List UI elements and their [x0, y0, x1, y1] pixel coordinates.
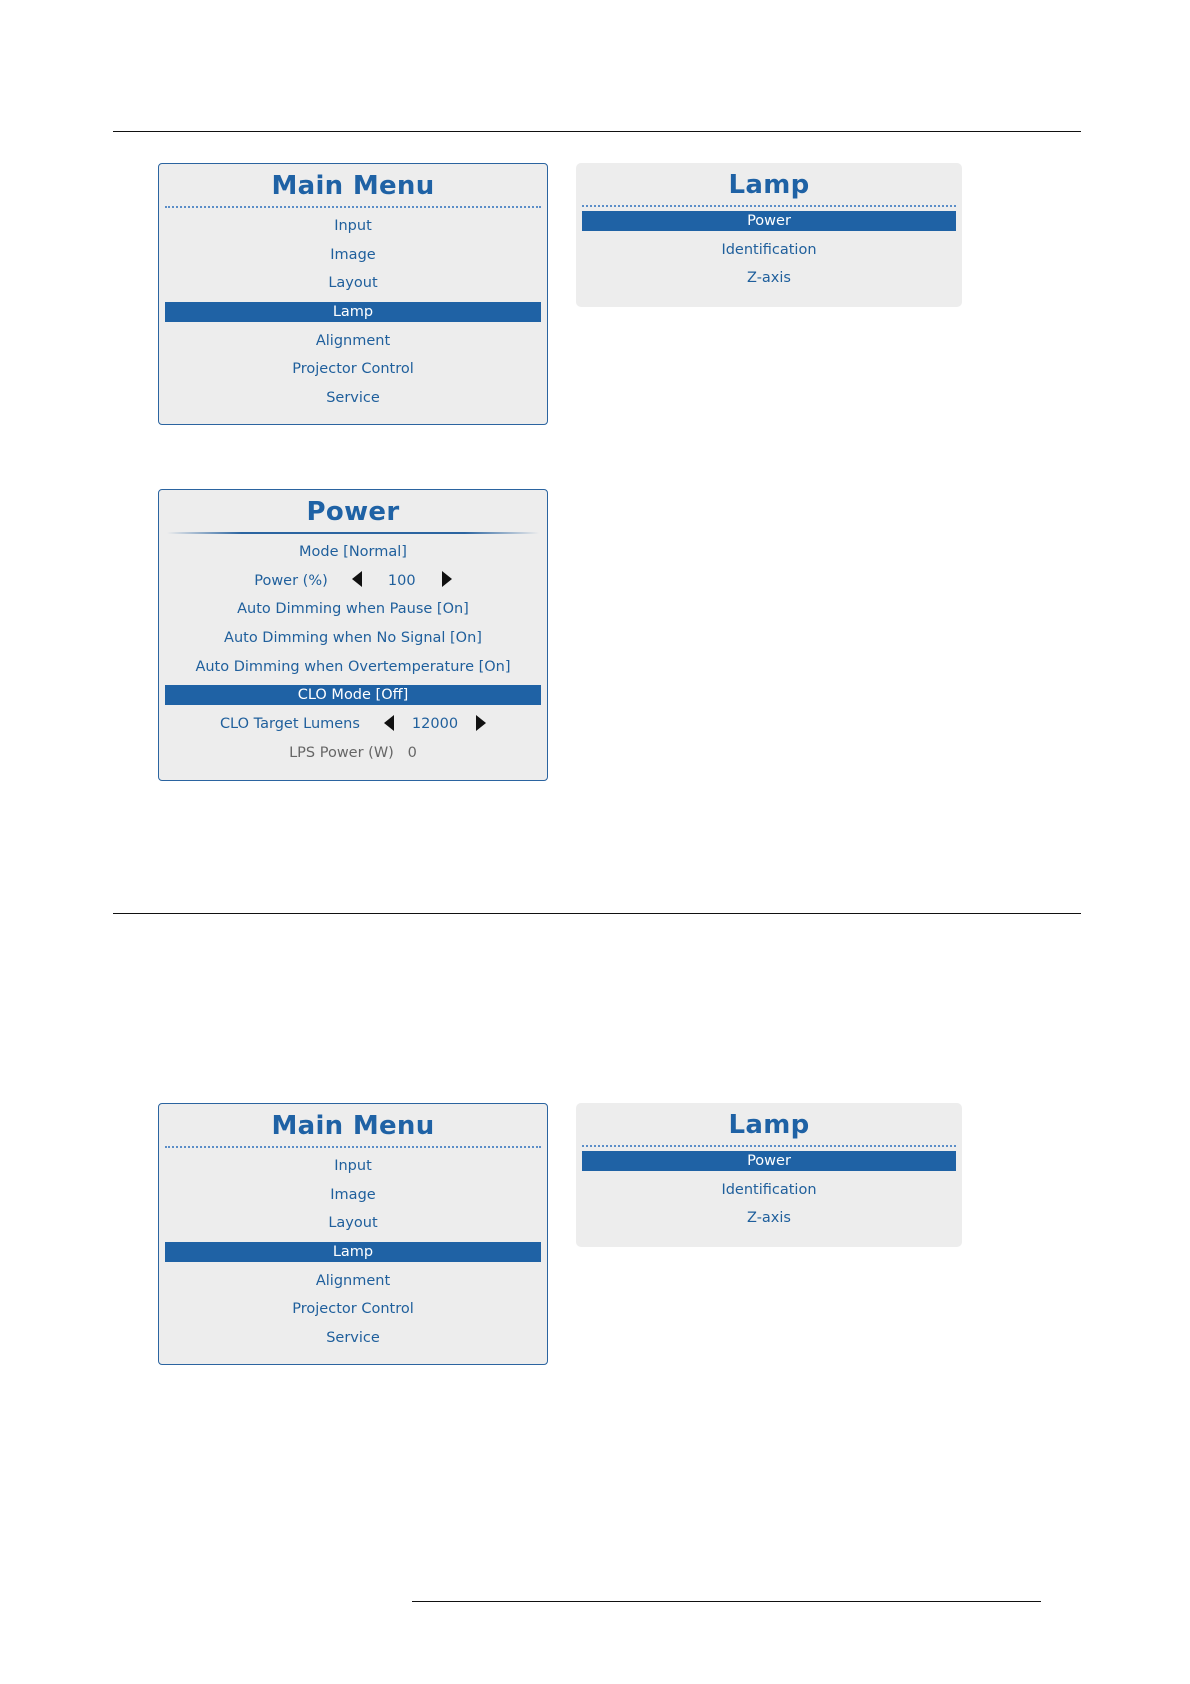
menu-item-image[interactable]: Image: [330, 246, 376, 263]
menu-item-alignment[interactable]: Alignment: [315, 1272, 391, 1289]
menu-item-z-axis[interactable]: Z-axis: [747, 1210, 791, 1227]
clo-target-value: 12000: [411, 716, 459, 733]
menu-item-power-percent[interactable]: [165, 567, 541, 596]
menu-item-power[interactable]: Power: [582, 211, 956, 231]
menu-item-dimming-overtemperature[interactable]: Auto Dimming when Overtemperature [On]: [195, 658, 511, 675]
lps-power-value: 0: [407, 744, 417, 761]
menu-item-lamp[interactable]: Lamp: [165, 1242, 541, 1262]
top-divider: [113, 131, 1081, 132]
power-percent-label: Power (%): [254, 572, 328, 589]
section-divider: [113, 913, 1081, 914]
menu-item-lamp[interactable]: Lamp: [165, 302, 541, 322]
menu-item-input[interactable]: Input: [334, 1158, 372, 1174]
menu-item-dimming-no-signal[interactable]: Auto Dimming when No Signal [On]: [224, 630, 482, 647]
menu-item-input[interactable]: Input: [334, 218, 372, 234]
title-separator: [165, 206, 541, 208]
menu-item-z-axis[interactable]: Z-axis: [747, 270, 791, 287]
menu-item-projector-control[interactable]: Projector Control: [292, 361, 414, 378]
arrow-right-icon[interactable]: [442, 571, 452, 587]
footer-rule: [412, 1601, 1041, 1602]
title-separator: [167, 532, 539, 534]
clo-target-label: CLO Target Lumens: [219, 716, 360, 733]
menu-item-identification[interactable]: Identification: [721, 1181, 817, 1198]
lamp-menu-panel: [576, 163, 962, 307]
menu-item-identification[interactable]: Identification: [721, 241, 817, 258]
lps-power-label: LPS Power (W): [289, 744, 394, 761]
menu-item-service[interactable]: Service: [326, 1330, 380, 1347]
panel-title: Main Menu: [271, 171, 435, 201]
menu-item-layout[interactable]: Layout: [328, 1215, 378, 1232]
menu-item-power[interactable]: Power: [582, 1151, 956, 1171]
panel-title: Power: [306, 497, 400, 527]
menu-item-dimming-pause[interactable]: Auto Dimming when Pause [On]: [237, 601, 469, 618]
menu-item-clo-mode[interactable]: CLO Mode [Off]: [165, 685, 541, 705]
main-menu-panel: [158, 1103, 548, 1365]
menu-item-image[interactable]: Image: [330, 1186, 376, 1203]
menu-item-service[interactable]: Service: [326, 390, 380, 407]
power-percent-value: 100: [387, 572, 416, 589]
menu-item-alignment[interactable]: Alignment: [315, 332, 391, 349]
title-separator: [582, 205, 956, 207]
menu-item-clo-target-lumens[interactable]: [165, 710, 541, 739]
menu-item-mode[interactable]: Mode [Normal]: [299, 544, 407, 560]
panel-title: Lamp: [728, 1110, 810, 1140]
menu-item-lps-power: [165, 739, 541, 768]
arrow-left-icon[interactable]: [384, 715, 394, 731]
lamp-menu-panel: [576, 1103, 962, 1247]
menu-item-layout[interactable]: Layout: [328, 275, 378, 292]
main-menu-panel: [158, 163, 548, 425]
title-separator: [165, 1146, 541, 1148]
panel-title: Main Menu: [271, 1111, 435, 1141]
power-menu-panel: [158, 489, 548, 781]
arrow-right-icon[interactable]: [476, 715, 486, 731]
menu-item-projector-control[interactable]: Projector Control: [292, 1301, 414, 1318]
panel-title: Lamp: [728, 170, 810, 200]
title-separator: [582, 1145, 956, 1147]
arrow-left-icon[interactable]: [352, 571, 362, 587]
